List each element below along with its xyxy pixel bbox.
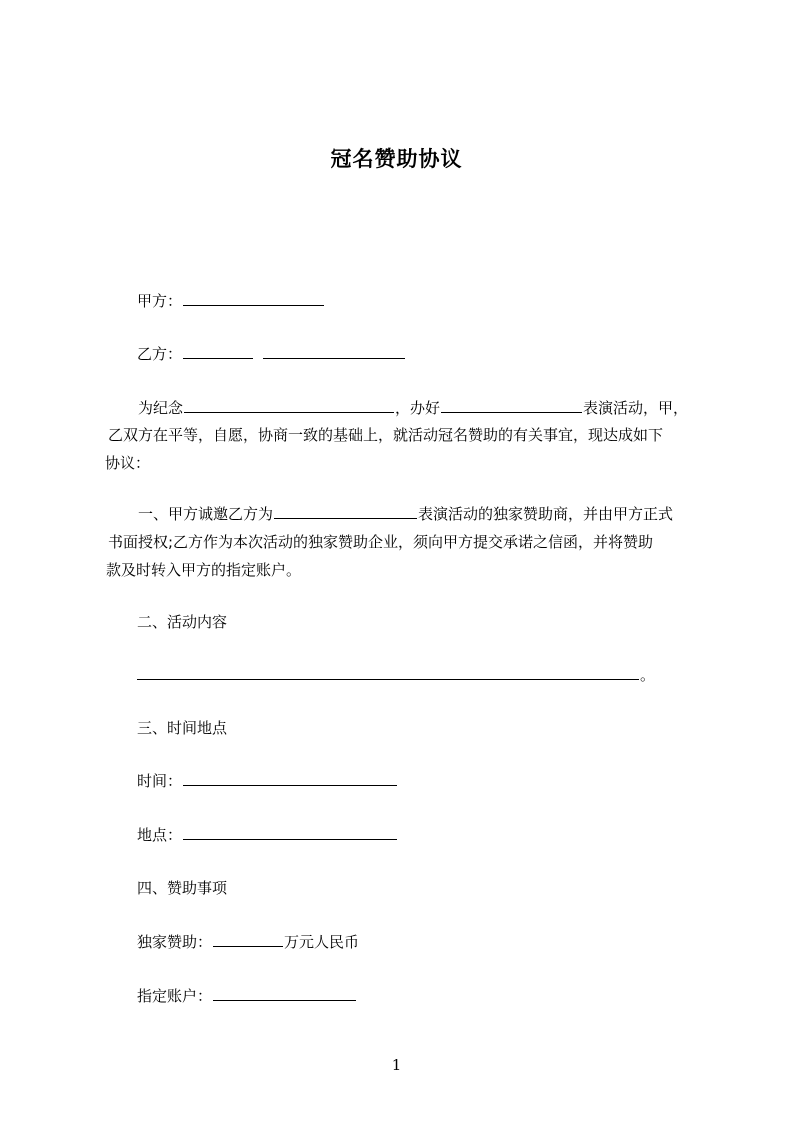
clause1-line-3: 款及时转入甲方的指定账户。: [106, 561, 302, 579]
section2-heading: 二、活动内容: [137, 613, 228, 631]
account-line: [137, 983, 357, 1009]
time-label: 时间：: [137, 772, 183, 790]
activity-content-blank[interactable]: [137, 662, 639, 680]
intro-text-1: 为纪念: [138, 399, 184, 417]
place-label: 地点：: [137, 826, 183, 844]
page-number: 1: [391, 1056, 402, 1074]
activity-content-end: 。: [640, 666, 656, 684]
sponsor-label: 独家赞助：: [137, 933, 213, 951]
section4-heading: 四、赞助事项: [137, 879, 228, 897]
account-label: 指定账户：: [137, 987, 213, 1005]
intro-text-2: ，办好: [395, 399, 441, 417]
account-blank[interactable]: [213, 983, 356, 1001]
intro-line-2: 乙双方在平等，自愿，协商一致的基础上，就活动冠名赞助的有关事宜，现达成如下: [108, 426, 664, 444]
party-b-label: 乙方：: [137, 345, 183, 363]
sponsor-amount-blank[interactable]: [213, 929, 283, 947]
time-line: [137, 768, 398, 794]
party-b-blank-2[interactable]: [263, 341, 405, 359]
party-b-line: [137, 341, 406, 367]
commemorate-blank[interactable]: [184, 395, 394, 413]
clause1-line-1: [138, 501, 673, 527]
time-blank[interactable]: [183, 768, 397, 786]
place-line: [137, 822, 398, 848]
sponsor-name-blank[interactable]: [274, 501, 417, 519]
party-a-blank[interactable]: [183, 288, 324, 306]
place-blank[interactable]: [183, 822, 397, 840]
sponsor-amount-line: [137, 929, 359, 955]
section3-heading: 三、时间地点: [137, 719, 228, 737]
activity-content-line: [137, 662, 655, 688]
intro-line-1: [138, 395, 688, 421]
document-title: 冠名赞助协议: [330, 147, 463, 171]
event-name-blank[interactable]: [441, 395, 582, 413]
party-b-blank-1[interactable]: [183, 341, 253, 359]
clause1-line-2: 书面授权;乙方作为本次活动的独家赞助企业，须向甲方提交承诺之信函，并将赞助: [108, 533, 654, 551]
party-a-label: 甲方：: [137, 292, 183, 310]
clause1-text-1: 一、甲方诚邀乙方为: [138, 505, 274, 523]
clause1-text-2: 表演活动的独家赞助商，并由甲方正式: [418, 505, 674, 523]
intro-line-3: 协议：: [105, 454, 151, 472]
party-a-line: [137, 288, 325, 314]
sponsor-unit: 万元人民币: [284, 933, 360, 951]
intro-text-3: 表演活动，甲，: [583, 399, 689, 417]
